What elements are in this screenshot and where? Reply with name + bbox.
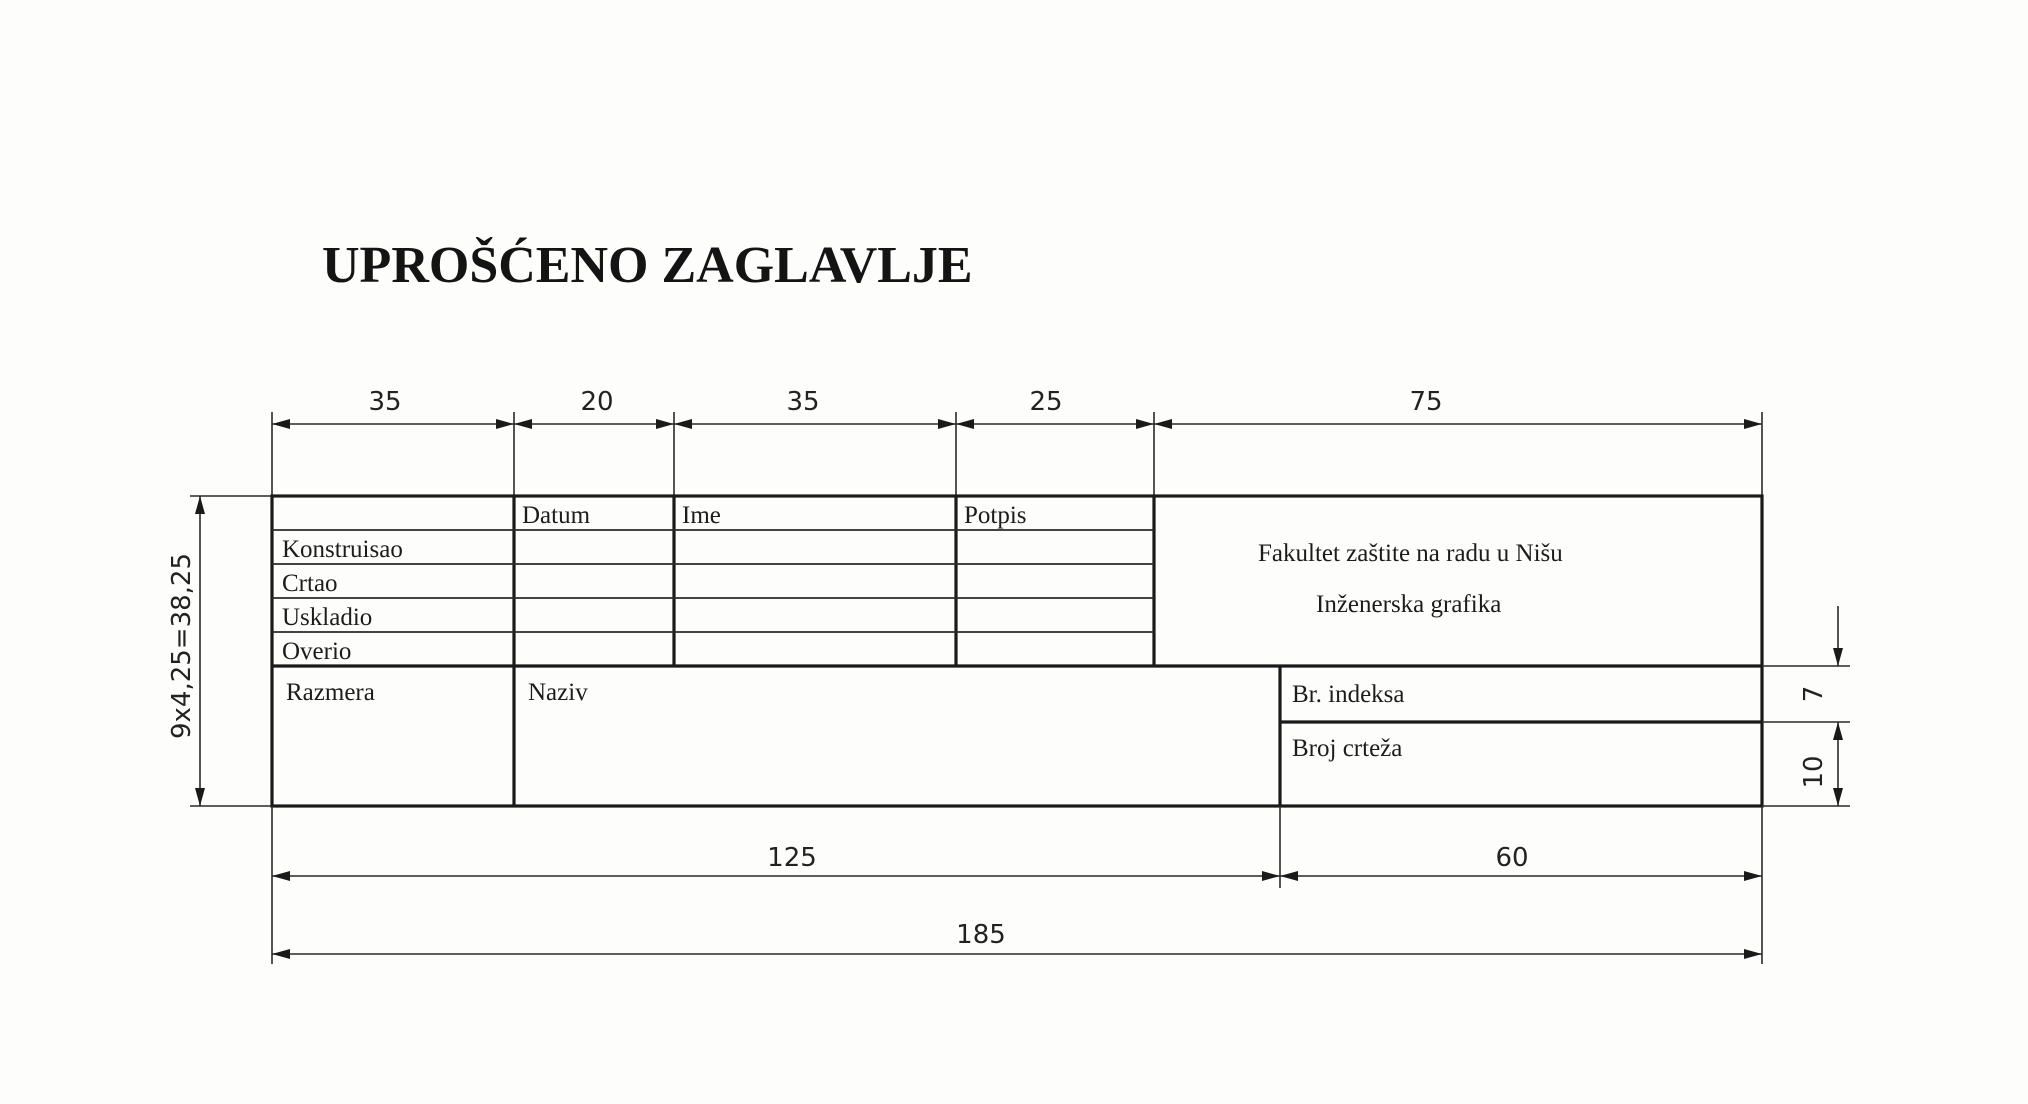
right-dimension-label-7: 7: [1799, 685, 1829, 703]
page-title: UPROŠĆENO ZAGLAVLJE: [322, 237, 973, 294]
header-ime: Ime: [682, 502, 721, 529]
row-label-uskladio: Uskladio: [282, 604, 373, 631]
row-label-overio: Overio: [282, 638, 352, 665]
right-height-dimensions: [1762, 606, 1850, 806]
row-label-konstruisao: Konstruisao: [282, 536, 403, 563]
dimension-label-35a: 35: [368, 387, 402, 417]
cell-br-indeksa: Br. indeksa: [1292, 681, 1405, 708]
course-name: Inženerska grafika: [1316, 591, 1502, 618]
dimension-label-20: 20: [580, 387, 614, 417]
bottom-dimension-chain: [272, 806, 1762, 964]
header-potpis: Potpis: [964, 502, 1027, 529]
dimension-label-75: 75: [1409, 387, 1443, 417]
cell-broj-crteza: Broj crteža: [1292, 735, 1403, 762]
cell-razmera: Razmera: [286, 679, 375, 706]
height-dimension-label: 9x4,25=38,25: [167, 552, 197, 740]
header-datum: Datum: [522, 502, 591, 529]
right-dimension-label-10: 10: [1799, 755, 1829, 789]
dimension-label-60: 60: [1495, 843, 1529, 873]
dimension-label-25: 25: [1029, 387, 1063, 417]
dimension-label-185: 185: [956, 920, 1006, 950]
dimension-label-35b: 35: [786, 387, 820, 417]
cell-naziv: Naziv: [528, 679, 588, 706]
left-height-dimension: [167, 496, 272, 806]
top-dimension-chain: [272, 387, 1762, 496]
institution-name: Fakultet zaštite na radu u Nišu: [1258, 540, 1563, 567]
dimension-label-125: 125: [767, 843, 817, 873]
row-label-crtao: Crtao: [282, 570, 338, 597]
